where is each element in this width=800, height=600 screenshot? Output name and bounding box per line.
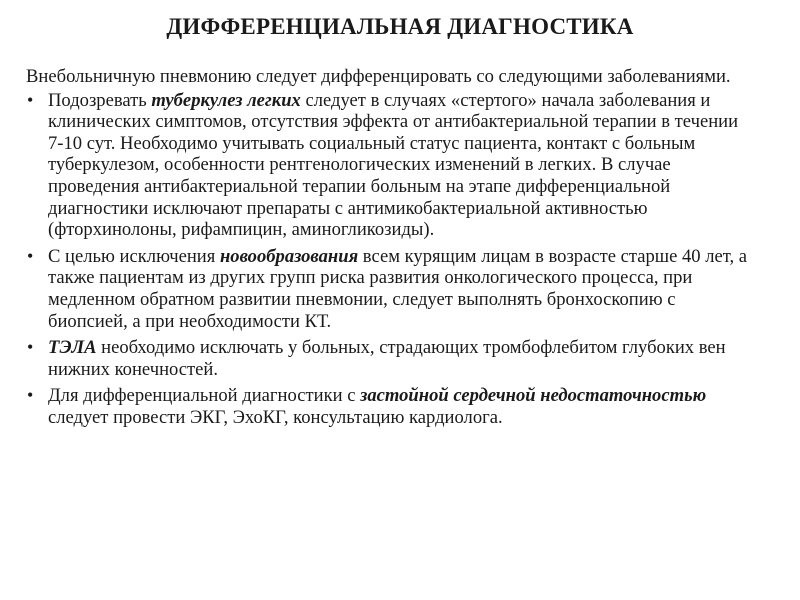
bullet-item-neoplasm <box>26 246 756 332</box>
slide-content <box>26 66 756 434</box>
bullet-text-post: всем курящим лицам в возрасте старше 40 лет, а также пациентам из других групп риска развития онкологического процесса, при медленном обратном развитии пневмонии, следует выполнять бронхоскопию с биопсией, а при необходимости КТ. <box>48 245 748 332</box>
bullet-icon: • <box>27 337 34 358</box>
bullet-text-post: необходимо исключать у больных, страдающих тромбофлебитом глубоких вен нижних конечностей. <box>48 337 726 380</box>
bullet-term: туберкулез легких <box>151 89 301 111</box>
bullet-term: застойной сердечной недостаточностью <box>360 385 707 407</box>
bullet-term: ТЭЛА <box>48 337 97 359</box>
bullet-text-post: следует провести ЭКГ, ЭхоКГ, консультацию кардиолога. <box>48 406 503 428</box>
bullet-icon: • <box>27 385 34 406</box>
bullet-item-pe <box>26 337 756 380</box>
bullet-icon: • <box>27 89 34 110</box>
bullet-item-heart-failure <box>26 385 756 428</box>
bullet-text-pre: С целью исключения <box>48 245 220 267</box>
bullet-term: новообразования <box>219 245 359 267</box>
bullet-text-pre: Для дифференциальной диагностики с <box>48 385 361 407</box>
slide-title: ДИФФЕРЕНЦИАЛЬНАЯ ДИАГНОСТИКА <box>166 14 634 39</box>
bullet-item-tuberculosis <box>26 90 756 241</box>
bullet-text-post: следует в случаях «стертого» начала заболевания и клинических симптомов, отсутствия эффекта от антибактериальной терапии в течении 7-10 сут. Необходимо учитывать социальный статус пациента, контакт с больным туберкулезом, особенности рентгенологических изменений в легких. В случае проведения антибактериальной терапии больным на этапе дифференциальной диагностики исключают препараты с антимикобактериальной активностью (фторхинолоны, рифампицин, аминогликозиды). <box>48 89 739 241</box>
bullet-text-pre: Подозревать <box>48 89 152 111</box>
intro-paragraph: Внебольничную пневмонию следует дифференцировать со следующими заболеваниями. <box>26 66 731 87</box>
bullet-list <box>26 90 756 429</box>
bullet-icon: • <box>27 245 34 266</box>
